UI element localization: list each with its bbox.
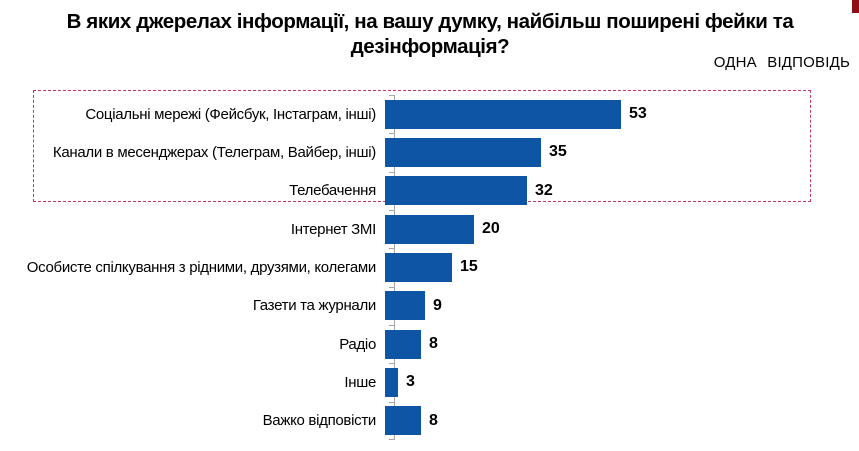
corner-logo-fragment <box>852 0 859 13</box>
bar-area <box>385 172 859 210</box>
bar-row <box>0 172 859 210</box>
bar <box>385 368 398 397</box>
bar <box>385 253 452 282</box>
bar-value: 32 <box>535 181 553 199</box>
bar-value: 9 <box>433 296 442 314</box>
bar-label: Соціальні мережі (Фейсбук, Інстаграм, інші) <box>85 105 376 123</box>
bar-area <box>385 287 859 325</box>
bar-value: 53 <box>629 105 647 123</box>
bar-value: 8 <box>429 335 438 353</box>
bar-area <box>385 95 859 133</box>
bar-label: Телебачення <box>289 182 376 200</box>
bar <box>385 176 527 205</box>
bar-row <box>0 133 859 171</box>
bar-label: Особисте спілкування з рідними, друзями, колегами <box>26 258 376 276</box>
bar-area <box>385 325 859 363</box>
bar-row <box>0 325 859 363</box>
bar-area <box>385 248 859 286</box>
bar-value: 15 <box>460 258 478 276</box>
bar <box>385 291 425 320</box>
bar <box>385 330 421 359</box>
bar-label: Газети та журнали <box>252 297 376 315</box>
bar-value: 8 <box>429 411 438 429</box>
bar <box>385 100 621 129</box>
bar-row <box>0 363 859 401</box>
bar-area <box>385 133 859 171</box>
bar-label: Інтернет ЗМІ <box>290 220 376 238</box>
bar-area <box>385 210 859 248</box>
bar-area <box>385 363 859 401</box>
bar-row <box>0 287 859 325</box>
bar-label: Канали в месенджерах (Телеграм, Вайбер, інші) <box>52 143 376 161</box>
bar-row <box>0 95 859 133</box>
bar-value: 3 <box>406 373 415 391</box>
bar-row <box>0 402 859 440</box>
bar-chart <box>0 95 859 440</box>
bar-area <box>385 402 859 440</box>
bar-label: Важко відповісти <box>262 412 376 430</box>
bar-row <box>0 210 859 248</box>
bar-row <box>0 248 859 286</box>
bar-label: Радіо <box>339 335 376 353</box>
bar-value: 20 <box>482 220 500 238</box>
bar <box>385 138 541 167</box>
chart-title: В яких джерелах інформації, на вашу думку, найбільш поширені фейки та дезінформація? <box>66 10 794 58</box>
bar-value: 35 <box>549 143 567 161</box>
bar <box>385 215 474 244</box>
bar-label: Інше <box>344 373 376 391</box>
bar <box>385 406 421 435</box>
single-answer-note: ОДНА ВІДПОВІДЬ <box>713 54 850 71</box>
